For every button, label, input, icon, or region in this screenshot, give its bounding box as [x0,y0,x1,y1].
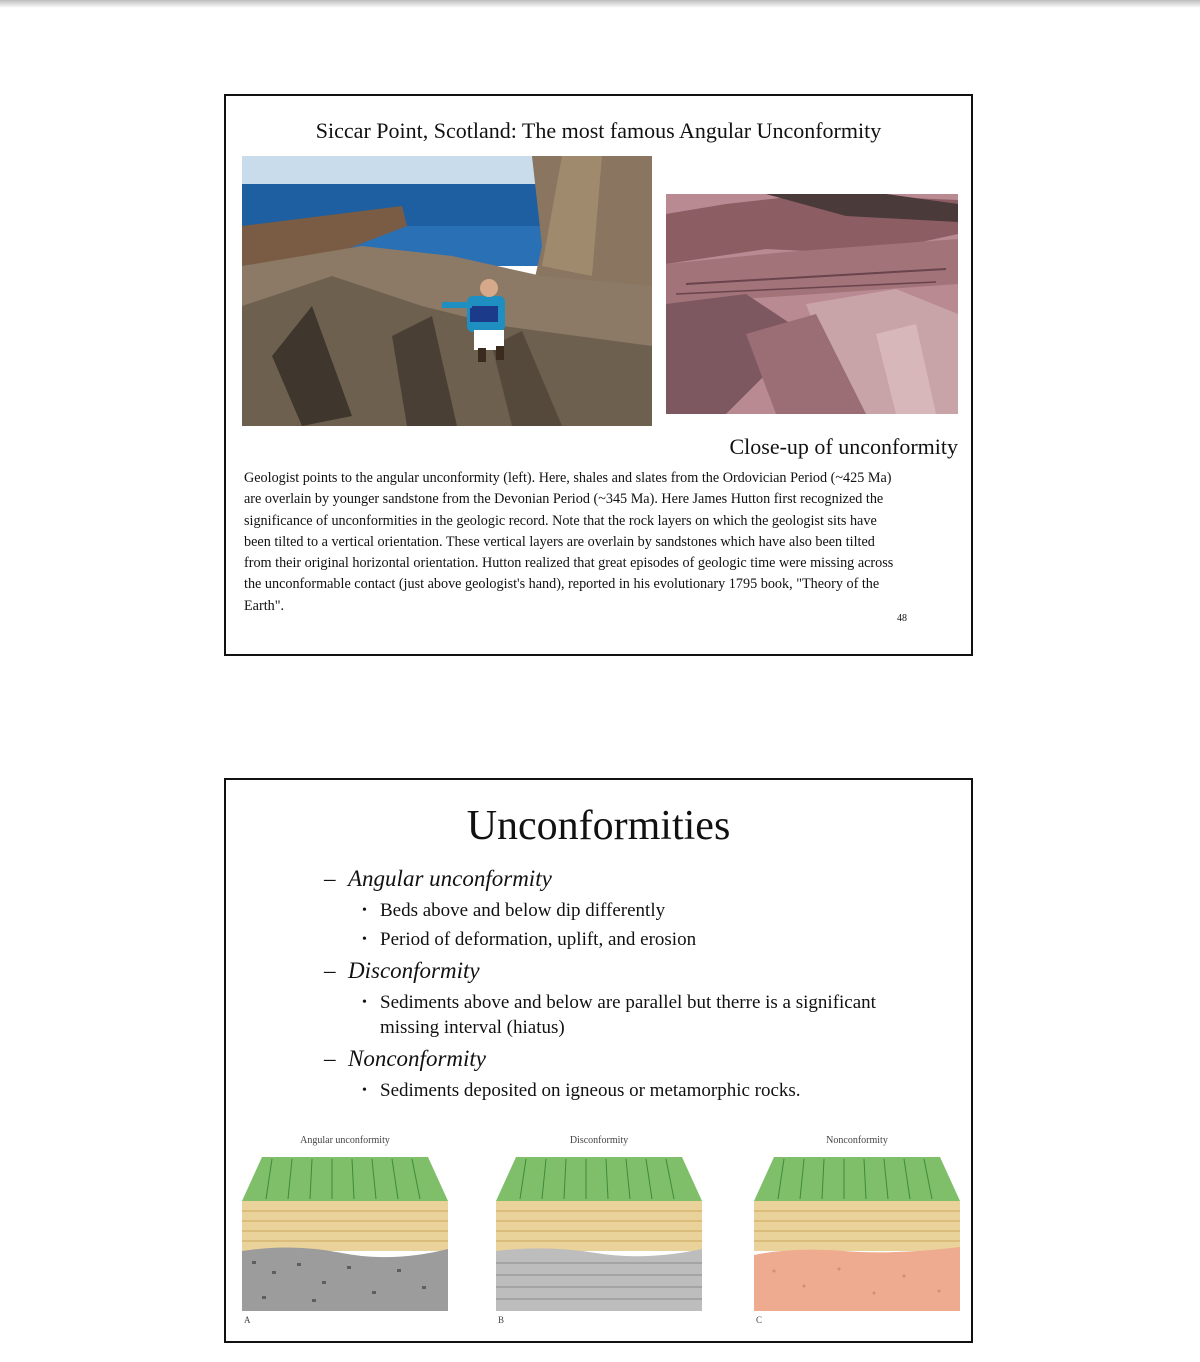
diagram-title: Nonconformity [826,1135,888,1146]
bullet-icon: • [362,995,367,1010]
slide-unconformities [224,778,973,1343]
slide-siccar-point [224,94,973,656]
viewer-top-shadow [0,0,1200,8]
dash-glyph: – [324,958,336,983]
heading-text: Nonconformity [348,1046,486,1071]
angular-unconformity-diagram [242,1135,448,1325]
diagram-letter: C [756,1315,763,1325]
diagram-letter: A [244,1315,251,1325]
bullet-icon: • [362,932,367,947]
outline-heading [324,864,884,894]
outline-bullet [342,990,884,1040]
bullet-icon: • [362,903,367,918]
bullet-text: Sediments above and below are parallel but therre is a significant missing interval (hiatus) [380,992,876,1038]
heading-text: Disconformity [348,958,480,983]
outline-heading [324,1044,884,1074]
bullet-text: Sediments deposited on igneous or metamorphic rocks. [380,1080,801,1101]
disconformity-diagram [496,1135,702,1325]
outline-bullet [342,898,884,923]
outline-heading [324,956,884,986]
heading-text: Angular unconformity [348,866,552,891]
dash-glyph: – [324,866,336,891]
slide-title: Siccar Point, Scotland: The most famous Angular Unconformity [315,118,882,143]
bullet-icon: • [362,1083,367,1098]
outline-bullet [342,1078,884,1103]
slide-body-text: Geologist points to the angular unconformity (left). Here, shales and slates from the Ordovician Period (~425 Ma) are overlain by younger sandstone from the Devonian Period (~345 Ma). Here James Hutton first recognized the significance of unconformities in the geologic record. Note that the rock layers on which the geologist sits have been tilted to a vertical orientation. These vertical layers are overlain by sandstones which have also been tilted from their original horizontal orientation. Hutton realized that great episodes of geologic time were missing across the unconformable contact (just above geologist's hand), reported in his evolutionary 1795 book, "Theory of the Earth". [244,470,894,614]
photo-caption: Close-up of unconformity [729,434,958,459]
outline-list [324,860,884,1103]
diagram-letter: B [498,1315,505,1325]
outline-bullet [342,927,884,952]
geologist-photo [242,156,652,426]
diagram-title: Disconformity [569,1135,629,1146]
dash-glyph: – [324,1046,336,1071]
diagram-title: Angular unconformity [300,1135,390,1146]
slide-title: Unconformities [466,803,731,849]
bullet-text: Beds above and below dip differently [380,900,666,921]
bullet-text: Period of deformation, uplift, and erosion [380,929,697,950]
nonconformity-diagram [754,1135,960,1325]
slide-number: 48 [897,613,907,624]
unconformity-closeup-photo [666,194,958,414]
